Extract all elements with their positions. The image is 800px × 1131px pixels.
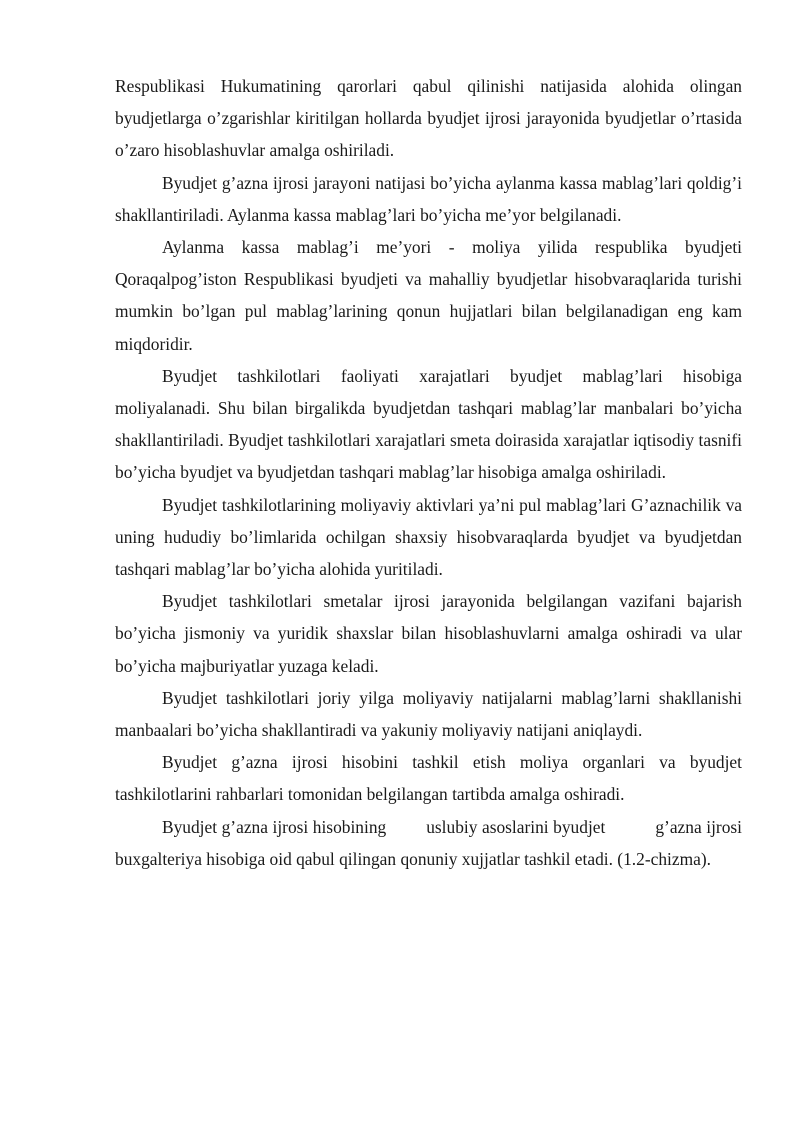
paragraph-9 [115,811,742,875]
paragraph-9-part4: ijrosi buxgalteriya hisobiga oid qabul qilingan qonuniy xujjatlar tashkil etadi. (1.2-chizma). [115,816,742,869]
paragraph-8: Byudjet g’azna ijrosi hisobini tashkil etish moliya organlari va byudjet tashkilotlarini rahbarlari tomonidan belgilangan tartibda amalga oshiradi. [115,752,742,805]
paragraph-1: Respublikasi Hukumatining qarorlari qabul qilinishi natijasida alohida olingan byudjetlarga o’zgarishlar kiritilgan hollarda byudjet ijrosi jarayonida byudjetlar o’rtasida o’zaro hisoblashuvlar amalga oshiriladi. [115,76,742,161]
paragraph-9-part1: Byudjet g’azna ijrosi hisobining [162,816,387,837]
paragraph-2: Byudjet g’azna ijrosi jarayoni natijasi bo’yicha aylanma kassa mablag’lari qoldig’i shakllantiriladi. Aylanma kassa mablag’lari bo’yicha me’yor belgilanadi. [115,172,742,225]
paragraph-6: Byudjet tashkilotlari smetalar ijrosi jarayonida belgilangan vazifani bajarish bo’yicha jismoniy va yuridik shaxslar bilan hisoblashuvlarni amalga oshiradi va ular bo’yicha majburiyatlar yuzaga keladi. [115,591,742,676]
paragraph-9-part3: g’azna [655,816,702,837]
paragraph-4: Byudjet tashkilotlari faoliyati xarajatlari byudjet mablag’lari hisobiga moliyalanadi. Shu bilan birgalikda byudjetdan tashqari mablag’lar manbalari bo’yicha shakllantiriladi. Byudjet tashkilotlari xarajatlari smeta doirasida xarajatlar iqtisodiy tasnifi bo’yicha byudjet va byudjetdan tashqari mablag’lar hisobiga amalga oshiriladi. [115,365,742,483]
paragraph-9-part2: uslubiy asoslarini byudjet [426,816,606,837]
paragraph-5: Byudjet tashkilotlarining moliyaviy aktivlari ya’ni pul mablag’lari G’aznachilik va uning hududiy bo’limlarida ochilgan shaxsiy hisobvaraqlarda byudjet va byudjetdan tashqari mablag’lar bo’yicha alohida yuritiladi. [115,494,742,580]
paragraph-3: Aylanma kassa mablag’i me’yori - moliya yilida respublika byudjeti Qoraqalpog’iston Respublikasi byudjeti va mahalliy byudjetlar hisobvaraqlarida turishi mumkin bo’lgan pul mablag’larining qonun hujjatlari bilan belgilanadigan eng kam miqdoridir. [115,237,742,354]
document-page [115,70,742,875]
paragraph-7: Byudjet tashkilotlari joriy yilga moliyaviy natijalarni mablag’larni shakllanishi manbaalari bo’yicha shakllantiradi va yakuniy moliyaviy natijani aniqlaydi. [115,687,742,741]
